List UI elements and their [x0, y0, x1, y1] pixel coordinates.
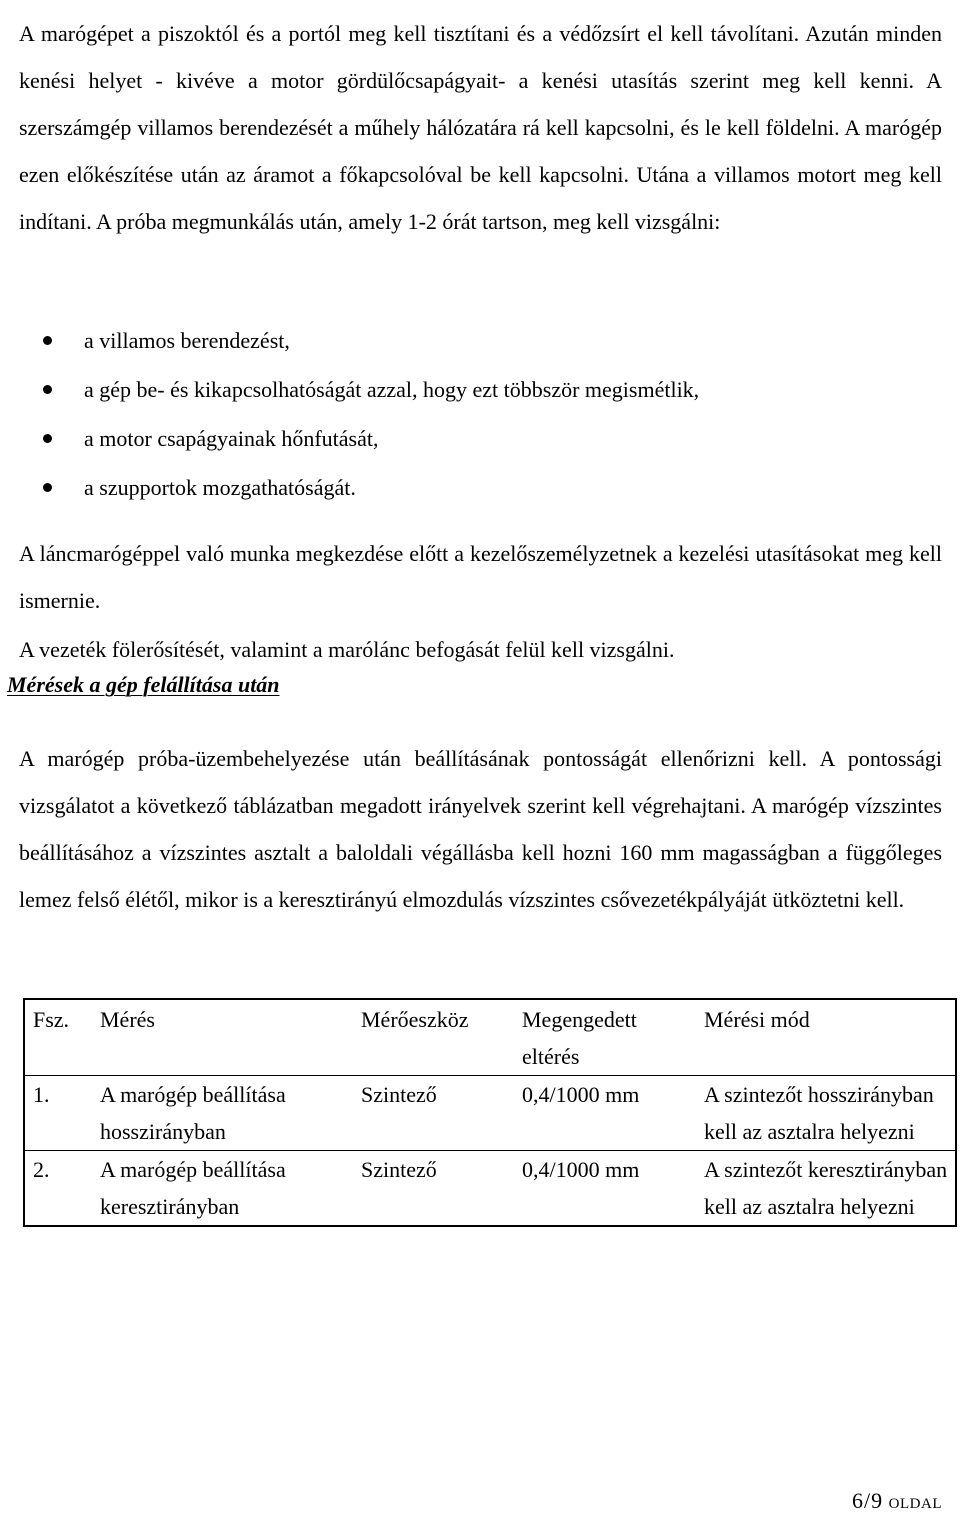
table-cell: 0,4/1000 mm	[522, 1157, 640, 1182]
table-cell: A marógép beállítása keresztirányban	[100, 1157, 286, 1219]
table-header-cell: Mérés	[92, 999, 353, 1076]
measurement-paragraph: A marógép próba-üzembehelyezése után beállításának pontosságát ellenőrizni kell. A pontossági vizsgálatot a következő táblázatban megadott irányelvek szerint kell végrehajtani. A marógép vízszintes beállításához a vízszintes asztalt a baloldali végállásba kell hozni 160 mm magasságban a függőleges lemez felső élétől, mikor is a keresztirányú elmozdulás vízszintes csővezetékpályáját ütköztetni kell.	[19, 746, 942, 912]
section-heading: Mérések a gép felállítása után	[7, 672, 280, 697]
table-cell: Szintező	[353, 1076, 514, 1151]
bullet-icon	[43, 385, 52, 394]
table-cell: Szintező	[361, 1157, 437, 1182]
bullet-icon	[43, 434, 52, 443]
table-header-cell: Fsz.	[24, 999, 92, 1076]
measurement-table	[23, 998, 957, 1227]
list-item: a gép be- és kikapcsolhatóságát azzal, hogy ezt többször megismétlik,	[0, 365, 960, 414]
page-footer	[852, 1488, 942, 1517]
table-header-cell: Mérési mód	[696, 999, 956, 1076]
page-number: 6/9	[852, 1488, 884, 1513]
table-header-cell: Megengedett eltérés	[514, 999, 696, 1076]
list-item: a motor csapágyainak hőnfutását,	[0, 414, 960, 463]
page-label: OLDAL	[888, 1496, 942, 1512]
bullet-icon	[43, 336, 52, 345]
inspection-paragraph: A vezeték fölerősítését, valamint a marólánc befogását felül kell vizsgálni.	[19, 637, 675, 662]
intro-paragraph: A marógépet a piszoktól és a portól meg kell tisztítani és a védőzsírt el kell távolítani. Azután minden kenési helyet - kivéve a motor gördülőcsapágyait- a kenési utasítás szerint meg kell kenni. A szerszámgép villamos berendezését a műhely hálózatára rá kell kapcsolni, és le kell földelni. A marógép ezen előkészítése után az áramot a főkapcsolóval be kell kapcsolni. Utána a villamos motort meg kell indítani. A próba megmunkálás után, amely 1-2 órát tartson, meg kell vizsgálni:	[19, 21, 942, 234]
table-cell: 0,4/1000 mm	[514, 1076, 696, 1151]
table-cell: A marógép beállítása hosszirányban	[92, 1076, 353, 1151]
table-header-row	[24, 999, 956, 1076]
table-cell: 1.	[24, 1076, 92, 1151]
table-cell: 2.	[33, 1157, 50, 1182]
table-row	[24, 1076, 956, 1151]
table-cell: A szintezőt keresztirányban kell az asztalra helyezni	[704, 1157, 948, 1219]
bullet-icon	[43, 483, 52, 492]
table-cell: A szintezőt hosszirányban kell az asztalra helyezni	[696, 1076, 956, 1151]
operator-paragraph: A láncmarógéppel való munka megkezdése előtt a kezelőszemélyzetnek a kezelési utasításokat meg kell ismernie.	[19, 541, 942, 613]
list-item: a szupportok mozgathatóságát.	[0, 463, 960, 512]
table-row	[24, 1151, 956, 1227]
table-header-cell: Mérőeszköz	[353, 999, 514, 1076]
list-item: a villamos berendezést,	[0, 316, 960, 365]
inspection-checklist	[0, 316, 960, 512]
